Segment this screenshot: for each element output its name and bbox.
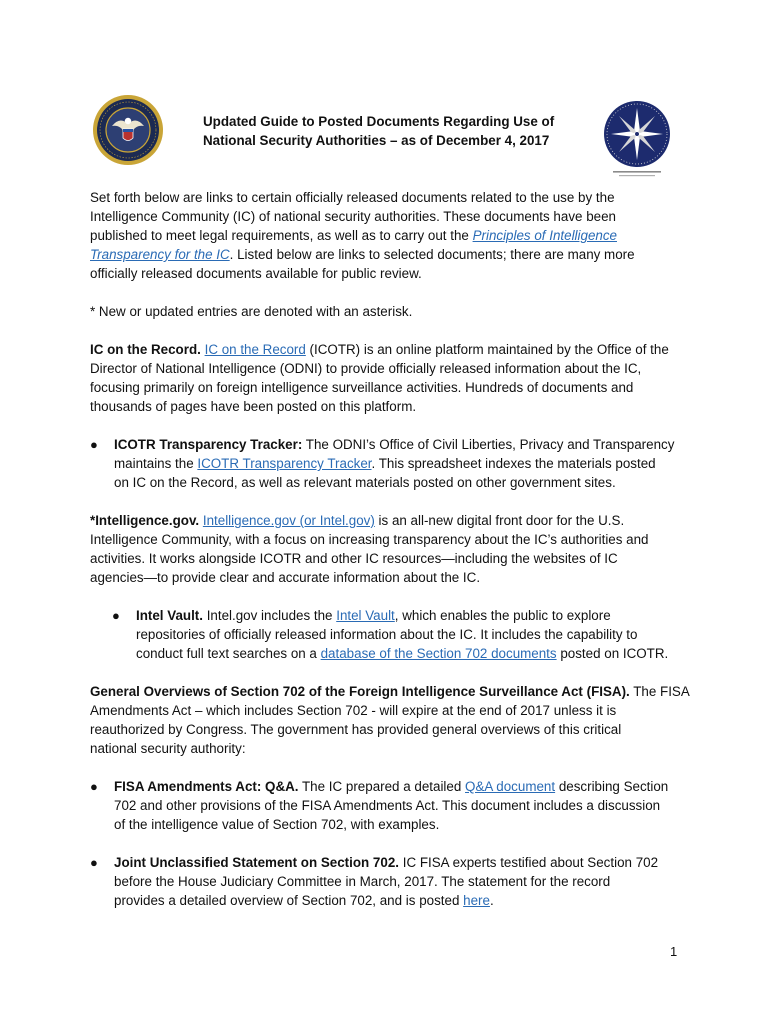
intro-paragraph: [90, 188, 682, 283]
qa-line: 702 and other provisions of the FISA Amendments Act. This document includes a discussion: [114, 798, 661, 813]
joint-line: [114, 891, 682, 910]
vault-line: repositories of officially released information about the IC. It includes the capability to: [136, 627, 638, 642]
joint-line: [114, 853, 682, 872]
icotr-line: focusing primarily on foreign intelligence surveillance activities. Hundreds of documents and: [90, 380, 634, 395]
intro-line: [90, 245, 682, 264]
joint-text: .: [489, 893, 494, 908]
vault-text: , which enables the public to explore: [394, 608, 611, 623]
tracker-text: . This spreadsheet indexes the materials posted: [371, 456, 656, 471]
joint-text: IC FISA experts testified about Section 702: [399, 855, 659, 870]
joint-statement-bullet: [90, 853, 682, 910]
principles-link-continued[interactable]: Transparency for the IC: [90, 247, 230, 262]
joint-text: provides a detailed overview of Section 702, and is posted: [114, 893, 464, 908]
qa-heading: FISA Amendments Act: Q&A.: [114, 779, 299, 794]
overviews-heading: General Overviews of Section 702 of the Foreign Intelligence Surveillance Act (FISA).: [90, 684, 630, 699]
ic-on-the-record-link[interactable]: IC on the Record: [204, 342, 306, 357]
intro-line: Set forth below are links to certain officially released documents related to the use by the: [90, 190, 615, 205]
intro-line: officially released documents available for public review.: [90, 266, 422, 281]
intel-vault-bullet: [90, 606, 682, 663]
vault-text: Intel.gov includes the: [202, 608, 337, 623]
intro-line: [90, 226, 682, 245]
bullet-icon: ●: [90, 779, 98, 794]
tracker-text: The ODNI’s Office of Civil Liberties, Privacy and Transparency: [302, 437, 675, 452]
icotr-line: thousands of pages have been posted on this platform.: [90, 399, 417, 414]
odni-eagle-seal-icon: [92, 94, 164, 166]
overviews-text: The FISA: [629, 684, 690, 699]
icotr-line: [90, 340, 682, 359]
qa-text: describing Section: [555, 779, 669, 794]
document-title: [203, 112, 583, 150]
vault-text: posted on ICOTR.: [556, 646, 669, 661]
general-overviews-paragraph: [90, 682, 690, 758]
vault-line: [136, 644, 682, 663]
principles-link[interactable]: Principles of Intelligence: [472, 228, 617, 243]
transparency-tracker-link[interactable]: ICOTR Transparency Tracker: [197, 456, 372, 471]
intelgov-line: activities. It works alongside ICOTR and other IC resources—including the websites of IC: [90, 551, 618, 566]
intelgov-line: agencies—to provide clear and accurate information about the IC.: [90, 570, 481, 585]
overviews-line: [90, 682, 690, 701]
overviews-line: Amendments Act – which includes Section 702 - will expire at the end of 2017 unless it is: [90, 703, 617, 718]
document-body: [90, 188, 690, 929]
overviews-line: national security authority:: [90, 741, 246, 756]
bullet-icon: ●: [90, 855, 98, 870]
vault-heading: Intel Vault.: [136, 608, 203, 623]
here-link[interactable]: here: [463, 893, 490, 908]
title-line-2: National Security Authorities – as of December 4, 2017: [203, 133, 550, 148]
icotr-line: Director of National Intelligence (ODNI) to provide officially released information about the IC,: [90, 361, 642, 376]
overviews-line: reauthorized by Congress. The government has provided general overviews of this critical: [90, 722, 622, 737]
vault-line: [136, 606, 682, 625]
icotr-heading: IC on the Record.: [90, 342, 201, 357]
tracker-line: [114, 435, 682, 454]
intel-vault-link[interactable]: Intel Vault: [336, 608, 395, 623]
intelligence-gov-link[interactable]: Intelligence.gov (or Intel.gov): [202, 513, 375, 528]
intelgov-text: is an all-new digital front door for the U.S.: [374, 513, 625, 528]
qa-line: of the intelligence value of Section 702, with examples.: [114, 817, 440, 832]
qa-text: The IC prepared a detailed: [298, 779, 466, 794]
section-702-database-link[interactable]: database of the Section 702 documents: [320, 646, 557, 661]
page-number: 1: [670, 944, 678, 959]
tracker-line: [114, 454, 682, 473]
joint-line: before the House Judiciary Committee in March, 2017. The statement for the record: [114, 874, 611, 889]
joint-heading: Joint Unclassified Statement on Section 702.: [114, 855, 399, 870]
intro-text: published to meet legal requirements, as well as to carry out the: [90, 228, 473, 243]
asterisk-note: [90, 302, 682, 321]
intelgov-heading: *Intelligence.gov.: [90, 513, 200, 528]
intro-line: Intelligence Community (IC) of national security authorities. These documents have been: [90, 209, 616, 224]
qa-document-link[interactable]: Q&A document: [465, 779, 556, 794]
note-text: * New or updated entries are denoted with an asterisk.: [90, 304, 413, 319]
intelligence-gov-paragraph: [90, 511, 682, 587]
compass-star-seal-icon: [597, 96, 677, 180]
tracker-text: maintains the: [114, 456, 198, 471]
vault-text: conduct full text searches on a: [136, 646, 321, 661]
tracker-heading: ICOTR Transparency Tracker:: [114, 437, 303, 452]
bullet-icon: ●: [90, 437, 98, 452]
fisa-qa-bullet: [90, 777, 682, 834]
intelgov-line: [90, 511, 682, 530]
intelgov-line: Intelligence Community, with a focus on increasing transparency about the IC’s authorities and: [90, 532, 649, 547]
tracker-bullet: [90, 435, 682, 492]
ic-on-the-record-paragraph: [90, 340, 682, 416]
title-line-1: Updated Guide to Posted Documents Regarding Use of: [203, 114, 555, 129]
qa-line: [114, 777, 682, 796]
intro-text: . Listed below are links to selected documents; there are many more: [229, 247, 635, 262]
bullet-icon: ●: [112, 608, 120, 623]
icotr-text: (ICOTR) is an online platform maintained by the Office of the: [305, 342, 669, 357]
tracker-line: on IC on the Record, as well as relevant materials posted on other government sites.: [114, 475, 616, 490]
